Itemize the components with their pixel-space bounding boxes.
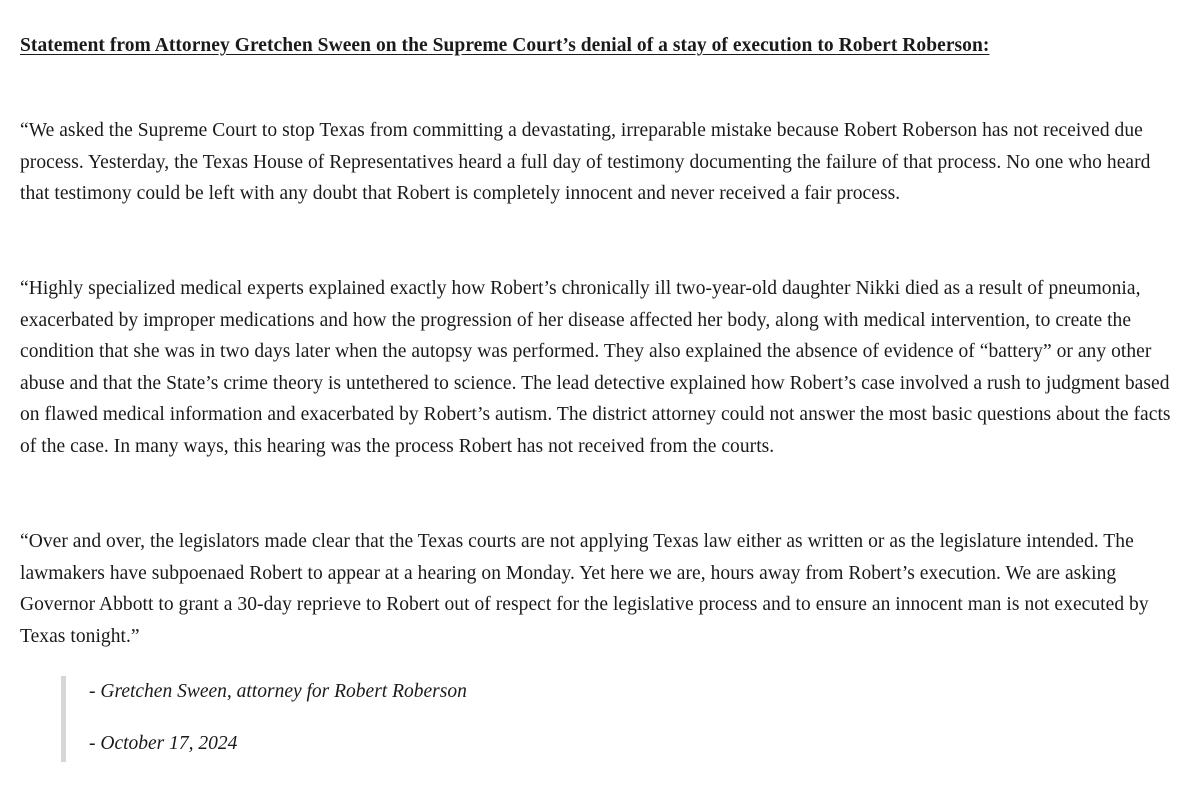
signature-blockquote xyxy=(61,676,666,762)
statement-paragraph-3: “Over and over, the legislators made clear that the Texas courts are not applying Texas law either as written or as the legislature intended. The lawmakers have subpoenaed Robert to appear at a hearing on Monday. Yet here we are, hours away from Robert’s execution. We are asking Governor Abbott to grant a 30-day reprieve to Robert out of respect for the legislative process and to ensure an innocent man is not executed by Texas tonight.” xyxy=(20,531,1149,647)
signature-name-line: - Gretchen Sween, attorney for Robert Roberson xyxy=(89,681,467,702)
statement-paragraph-1: “We asked the Supreme Court to stop Texas from committing a devastating, irreparable mistake because Robert Roberson has not received due process. Yesterday, the Texas House of Representatives heard a full day of testimony documenting the failure of that process. No one who heard that testimony could be left with any doubt that Robert is completely innocent and never received a fair process. xyxy=(20,120,1151,204)
signature-date-line: - October 17, 2024 xyxy=(89,733,238,754)
statement-title: Statement from Attorney Gretchen Sween on the Supreme Court’s denial of a stay of execution to Robert Roberson: xyxy=(20,35,990,56)
statement-paragraph-2: “Highly specialized medical experts explained exactly how Robert’s chronically ill two-year-old daughter Nikki died as a result of pneumonia, exacerbated by improper medications and how the progression of her disease affected her body, along with medical intervention, to create the condition that she was in two days later when the autopsy was performed. They also explained the absence of evidence of “battery” or any other abuse and that the State’s crime theory is untethered to science. The lead detective explained how Robert’s case involved a rush to judgment based on flawed medical information and exacerbated by Robert’s autism. The district attorney could not answer the most basic questions about the facts of the case. In many ways, this hearing was the process Robert has not received from the courts. xyxy=(20,278,1171,457)
